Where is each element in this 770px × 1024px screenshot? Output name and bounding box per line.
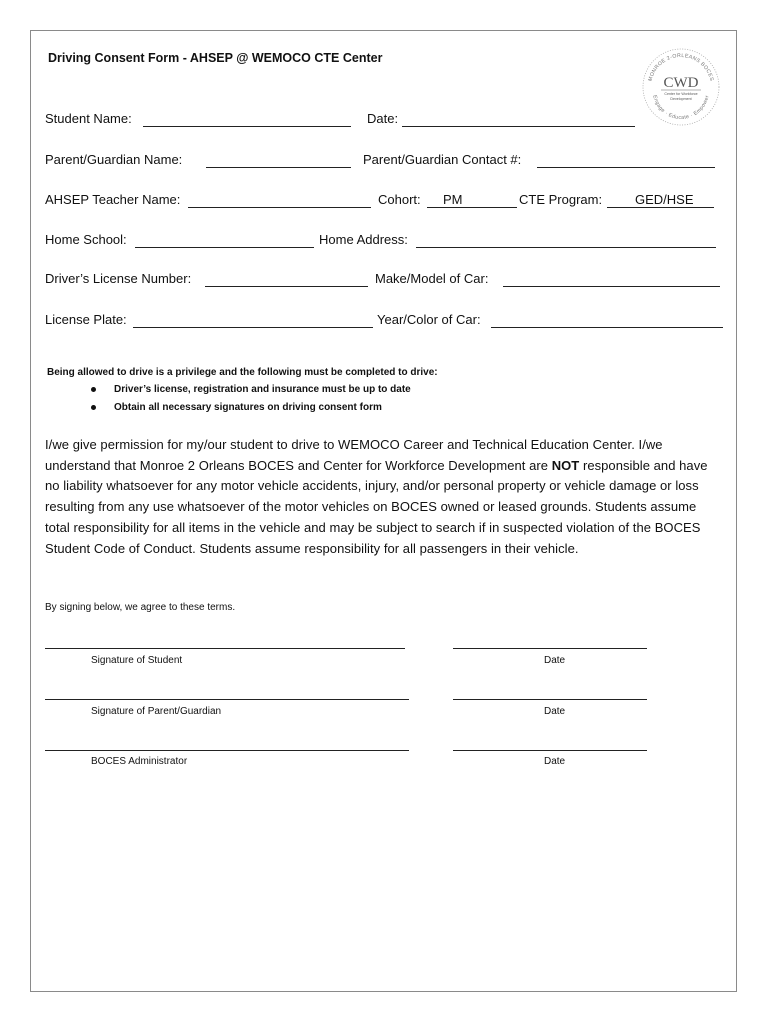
logo-line1: Center for Workforce (664, 92, 698, 96)
home-school-label: Home School: (45, 232, 127, 247)
make-model-label: Make/Model of Car: (375, 271, 489, 286)
cohort-value: PM (443, 192, 463, 207)
student-signature-line[interactable] (45, 648, 405, 649)
admin-date-caption: Date (544, 756, 566, 767)
student-date-caption: Date (544, 655, 566, 666)
form-title: Driving Consent Form - AHSEP @ WEMOCO CTE Center (48, 51, 383, 65)
bullet-icon (91, 387, 96, 392)
requirements-heading: Being allowed to drive is a privilege and the following must be completed to drive: (47, 367, 438, 378)
student-date-line[interactable] (453, 648, 647, 649)
form-page (30, 30, 737, 992)
not-emphasis: NOT (551, 457, 580, 473)
parent-name-label: Parent/Guardian Name: (45, 152, 183, 167)
license-number-label: Driver’s License Number: (45, 271, 192, 286)
parent-signature-caption: Signature of Parent/Guardian (91, 706, 222, 717)
consent-statement: I/we give permission for my/our student to drive to WEMOCO Career and Technical Education Center. I/we understand that Monroe 2 Orleans BOCES and Center for Workforce Development are NOT responsible and have no liability whatsoever for any motor vehicle accidents, injury, and/or personal property or vehicle damage or loss resulting from any use whatsoever of the motor vehicles on BOCES owned or leased grounds. Students assume total responsibility for all items in the vehicle and may be subject to search if in suspected violation of the BOCES Student Code of Conduct. Students assume responsibility for all passengers in their vehicle. (45, 437, 708, 556)
requirement-item (91, 384, 411, 395)
requirement-text: Obtain all necessary signatures on driving consent form (114, 402, 382, 413)
requirement-item (91, 402, 382, 413)
home-address-label: Home Address: (319, 232, 408, 247)
home-school-field[interactable] (135, 247, 314, 248)
parent-contact-field[interactable] (537, 167, 715, 168)
logo-abbr: CWD (663, 75, 699, 91)
year-color-field[interactable] (491, 327, 723, 328)
date-field[interactable] (402, 126, 635, 127)
cte-program-field[interactable] (607, 207, 714, 208)
parent-signature-line[interactable] (45, 699, 409, 700)
agree-text: By signing below, we agree to these terms. (45, 602, 236, 613)
parent-date-caption: Date (544, 706, 566, 717)
student-name-label: Student Name: (45, 111, 132, 126)
parent-date-line[interactable] (453, 699, 647, 700)
license-plate-field[interactable] (133, 327, 373, 328)
license-plate-label: License Plate: (45, 312, 127, 327)
logo-line2: Development (670, 97, 692, 101)
parent-contact-label: Parent/Guardian Contact #: (363, 152, 522, 167)
teacher-name-label: AHSEP Teacher Name: (45, 192, 181, 207)
student-signature-caption: Signature of Student (91, 655, 183, 666)
bullet-icon (91, 405, 96, 410)
cohort-field[interactable] (427, 207, 517, 208)
teacher-name-field[interactable] (188, 207, 371, 208)
admin-signature-caption: BOCES Administrator (91, 756, 188, 767)
cte-program-value: GED/HSE (635, 192, 694, 207)
requirement-text: Driver’s license, registration and insurance must be up to date (114, 384, 411, 395)
logo-ring-bottom-text: Engage · Educate · Empower (651, 94, 711, 122)
parent-name-field[interactable] (206, 167, 351, 168)
cwd-logo (641, 47, 721, 127)
admin-date-line[interactable] (453, 750, 647, 751)
admin-signature-line[interactable] (45, 750, 409, 751)
make-model-field[interactable] (503, 286, 720, 287)
date-label: Date: (367, 111, 399, 126)
year-color-label: Year/Color of Car: (377, 312, 481, 327)
student-name-field[interactable] (143, 126, 351, 127)
home-address-field[interactable] (416, 247, 716, 248)
logo-ring-top-text: MONROE 2-ORLEANS BOCES (647, 52, 715, 82)
license-number-field[interactable] (205, 286, 368, 287)
cohort-label: Cohort: (378, 192, 421, 207)
cte-program-label: CTE Program: (519, 192, 603, 207)
